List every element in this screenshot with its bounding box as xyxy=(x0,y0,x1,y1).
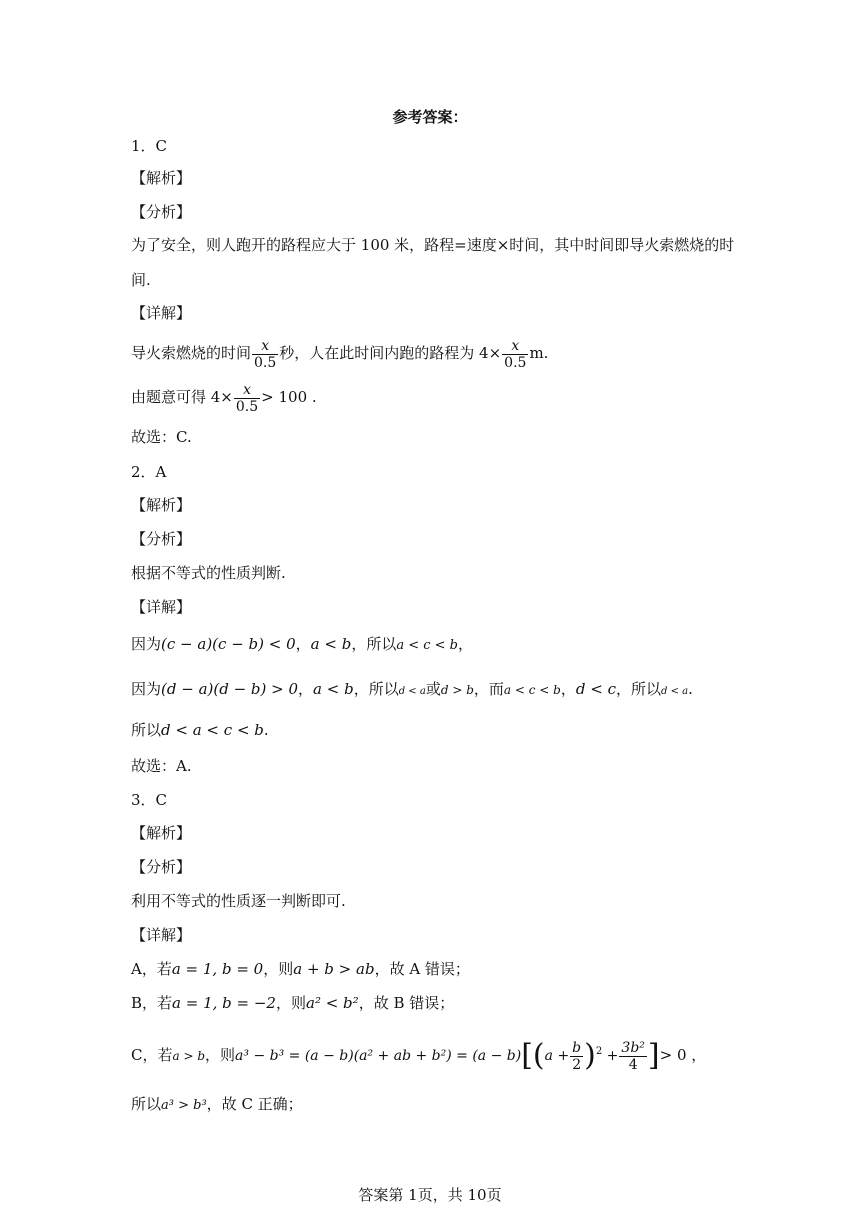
q1-fraction-time xyxy=(252,338,278,371)
q2-d2-text: 因为 xyxy=(131,680,162,698)
q3-a-verdict: ，故 A 错误； xyxy=(374,960,470,978)
q2-d2-expr: (d − a)(d − b) > 0 xyxy=(161,680,299,698)
q3-fraction-three-b-sq xyxy=(619,1040,646,1073)
q2-d2-conclusion: d < a xyxy=(660,686,689,697)
q3-c-cond: a > b xyxy=(172,1049,206,1063)
q3-c-then: ，则 xyxy=(205,1046,236,1064)
q1-fraction-distance xyxy=(502,338,528,371)
q3-a-prefix: A，若 xyxy=(131,960,172,978)
q3-b-verdict: ，故 B 错误； xyxy=(358,994,455,1012)
q1-analysis-line2: 间. xyxy=(131,271,151,289)
q3-b-result: a² < b² xyxy=(306,994,359,1012)
q2-d1-therefore: ，所以 xyxy=(351,635,397,653)
q2-d2-cond: a < b xyxy=(313,680,354,698)
q2-fenxi-heading: 【分析】 xyxy=(131,530,192,548)
page-title: 参考答案： xyxy=(392,108,468,126)
left-bracket: [( xyxy=(521,1038,545,1073)
q3-b-then: ，则 xyxy=(275,994,306,1012)
q2-d1-expr: (c − a)(c − b) < 0 xyxy=(161,635,296,653)
q3-b-cond: a = 1, b = −2 xyxy=(172,994,276,1012)
q2-d2-and: ，而 xyxy=(473,680,504,698)
q3-c2-verdict: ，故 C 正确； xyxy=(206,1095,303,1113)
q2-d1-end: ， xyxy=(458,635,474,653)
q1-d1-text-a: 导火索燃烧的时间 xyxy=(131,344,252,362)
right-bracket: ] xyxy=(647,1038,660,1073)
q2-d3-text: 所以 xyxy=(131,721,162,739)
q1-analysis-line1: 为了安全，则人跑开的路程应大于 100 米，路程=速度×时间，其中时间即导火索燃烧的时 xyxy=(131,236,735,254)
q3-option-b xyxy=(131,993,454,1013)
q3-a-cond: a = 1, b = 0 xyxy=(171,960,264,978)
q3-c-expansion: a³ − b³ = (a − b)(a² + ab + b²) = (a − b) xyxy=(235,1048,522,1064)
fraction-numerator: x xyxy=(502,338,528,355)
right-paren: ) xyxy=(584,1038,596,1073)
q2-xiangjie-heading: 【详解】 xyxy=(131,598,192,616)
q2-answer: 故选：A. xyxy=(131,757,192,775)
q3-c-prefix: C，若 xyxy=(131,1046,173,1064)
q2-d2-cond2: d < c xyxy=(575,680,616,698)
q2-d1-text: 因为 xyxy=(131,635,162,653)
q2-d2-or: 或 xyxy=(425,680,441,698)
q2-number: 2．A xyxy=(131,463,167,481)
q2-d2-end: . xyxy=(688,680,693,698)
q2-d2-result2: d > b xyxy=(440,683,474,697)
q3-jiexi-heading: 【解析】 xyxy=(131,824,192,842)
q2-detail-line1 xyxy=(131,634,473,656)
q1-d1-text-b: 秒，人在此时间内跑的路程为 4× xyxy=(279,344,502,362)
fraction-numerator: 3b² xyxy=(621,1039,645,1056)
q1-answer: 故选：C. xyxy=(131,428,192,446)
q2-d2-therefore: ，所以 xyxy=(353,680,399,698)
q1-d1-text-c: m. xyxy=(529,344,549,362)
q3-option-c: C，若a > b，则a³ − b³ = (a − b)(a² + ab + b²) = (a − b)[(a + $\frac{b}{2}$ )$^2$ + $\frac{\text{3b²}}{4}$ ]> 0 ， xyxy=(131,1038,707,1073)
fraction-numerator: x xyxy=(234,382,260,399)
q2-analysis: 根据不等式的性质判断. xyxy=(131,564,286,582)
q1-d2-text-b: > 100 . xyxy=(261,388,317,406)
q3-a-result: a + b > ab xyxy=(293,960,375,978)
q1-xiangjie-heading: 【详解】 xyxy=(131,304,192,322)
q1-fraction-inequality xyxy=(234,382,260,415)
q2-detail-line3 xyxy=(131,720,269,740)
q2-d2-therefore2: ，所以 xyxy=(615,680,661,698)
q3-b-prefix: B，若 xyxy=(131,994,173,1012)
q1-d2-text-a: 由题意可得 4× xyxy=(131,388,233,406)
fraction-denominator: 2 xyxy=(572,1056,582,1073)
q1-fenxi-heading: 【分析】 xyxy=(131,203,192,221)
q2-d3-end: . xyxy=(263,721,269,739)
q3-c2-result: a³ > b³ xyxy=(161,1098,207,1113)
q2-d2-result1: d < a xyxy=(398,686,426,697)
fraction-denominator: 4 xyxy=(628,1056,638,1073)
q2-d1-comma: ， xyxy=(295,635,311,653)
fraction-numerator: x xyxy=(252,338,278,355)
q1-jiexi-heading: 【解析】 xyxy=(131,169,192,187)
q3-option-c-line2 xyxy=(131,1094,303,1116)
q3-c2-text: 所以 xyxy=(131,1095,162,1113)
fraction-denominator: 0.5 xyxy=(504,354,527,371)
q2-d2-comma2: ， xyxy=(560,680,576,698)
fraction-numerator: b xyxy=(572,1039,582,1056)
q3-xiangjie-heading: 【详解】 xyxy=(131,926,192,944)
q2-detail-line2 xyxy=(131,679,693,702)
q1-number: 1．C xyxy=(131,137,168,155)
q3-c-conclusion: > 0 ， xyxy=(659,1046,707,1064)
q2-d2-comma: ， xyxy=(298,680,314,698)
q2-d1-result: a < c < b xyxy=(396,638,458,653)
page-footer: 答案第 1页，共 10页 xyxy=(358,1186,502,1204)
q3-fraction-b-half xyxy=(570,1040,583,1073)
q2-jiexi-heading: 【解析】 xyxy=(131,496,192,514)
q3-option-a xyxy=(131,959,470,979)
q3-a-then: ，则 xyxy=(263,960,294,978)
q2-d3-result: d < a < c < b xyxy=(161,721,264,739)
q1-detail-line2 xyxy=(131,377,317,417)
fraction-denominator: 0.5 xyxy=(254,354,277,371)
q1-detail-line1 xyxy=(131,333,548,373)
fraction-denominator: 0.5 xyxy=(235,398,259,415)
q3-analysis: 利用不等式的性质逐一判断即可. xyxy=(131,892,346,910)
q2-d2-range: a < c < b xyxy=(503,683,561,697)
q3-number: 3．C xyxy=(131,791,168,809)
q3-fenxi-heading: 【分析】 xyxy=(131,858,192,876)
q2-d1-cond: a < b xyxy=(310,635,352,653)
